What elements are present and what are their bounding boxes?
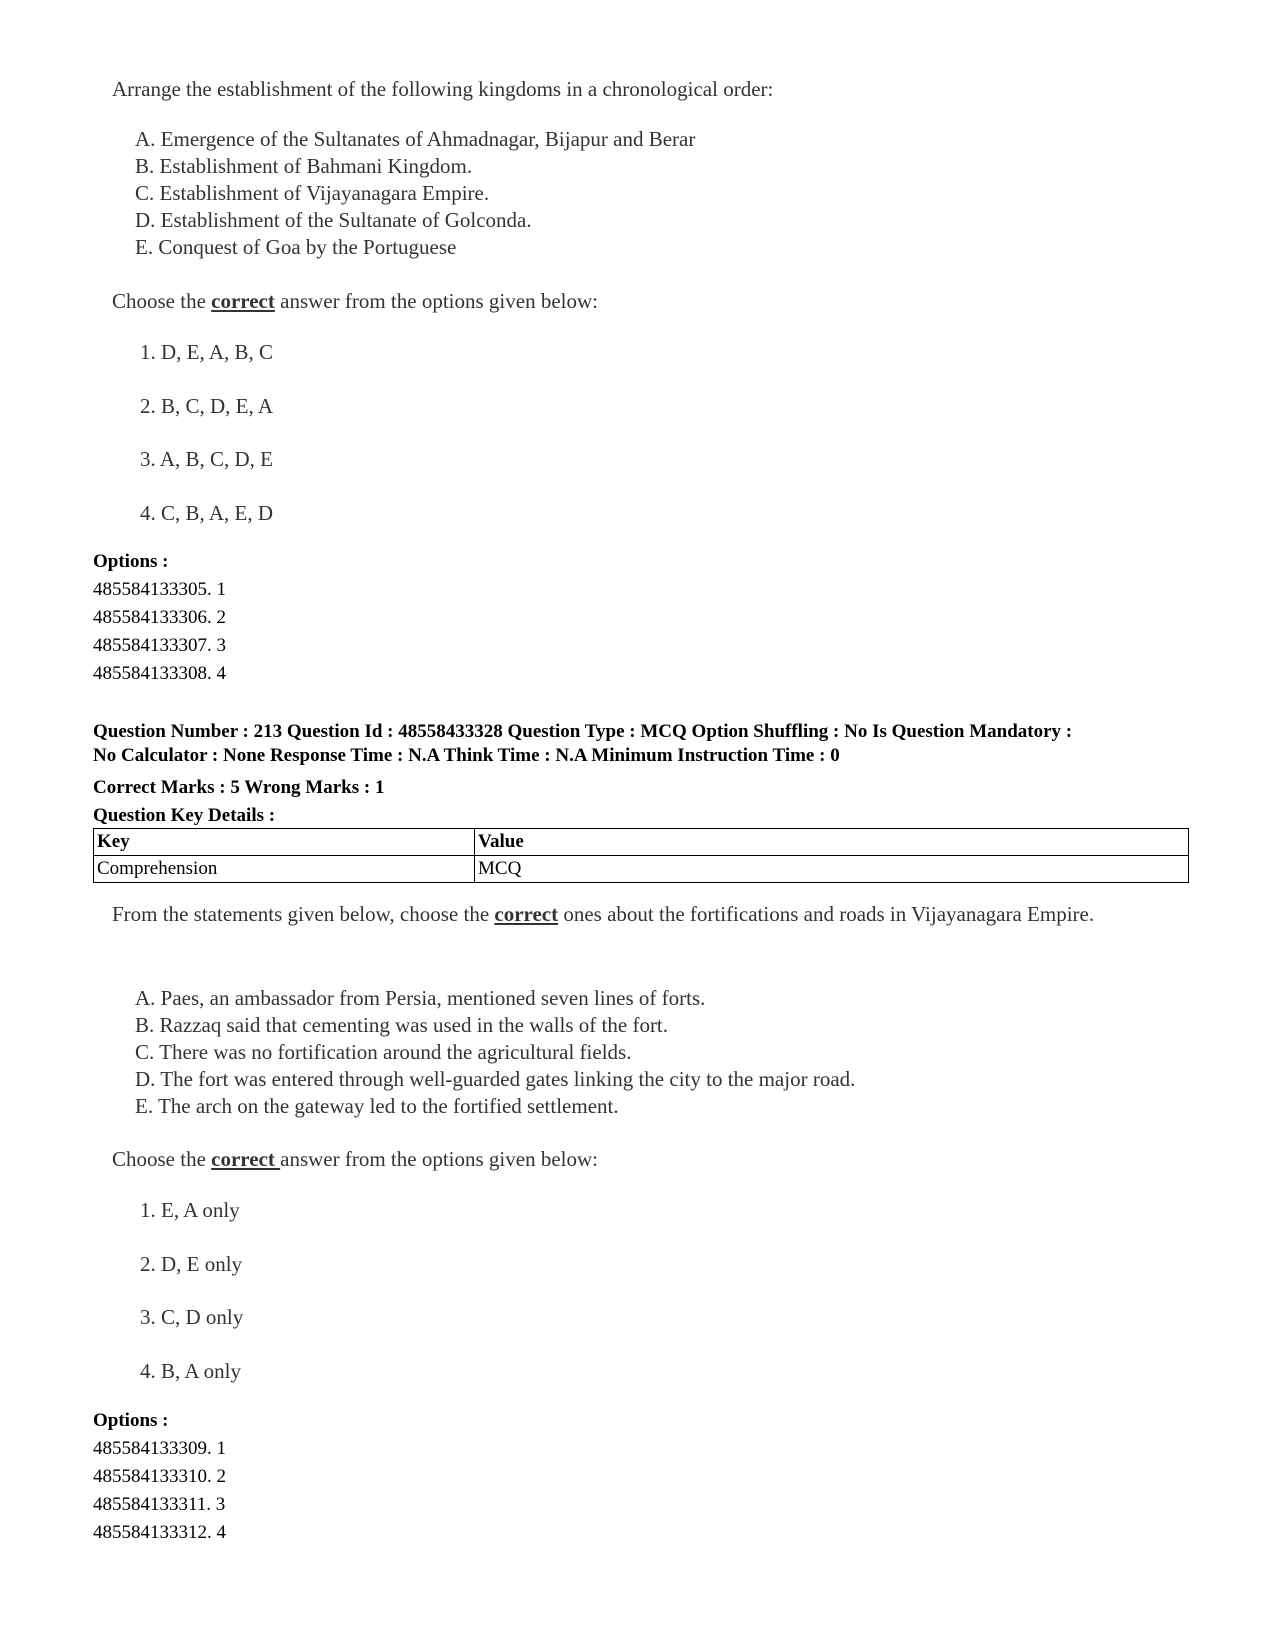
q2-option-id: 485584133310. 2 <box>93 1466 226 1487</box>
q1-option-id: 485584133308. 4 <box>93 663 226 684</box>
q2-options-label: Options : <box>93 1410 169 1431</box>
q1-choose-line: Choose the correct answer from the options given below: <box>112 289 598 313</box>
q2-item: D. The fort was entered through well-guarded gates linking the city to the major road. <box>135 1067 856 1091</box>
q2-answer: 1. E, A only <box>140 1198 240 1222</box>
q2-item: B. Razzaq said that cementing was used in the walls of the fort. <box>135 1013 669 1037</box>
q1-stem-block <box>112 76 773 103</box>
q1-item: D. Establishment of the Sultanate of Golconda. <box>135 208 532 232</box>
q2-stem: From the statements given below, choose the correct ones about the fortifications and roads in Vijayanagara Empire. <box>112 902 1095 926</box>
q1-item: B. Establishment of Bahmani Kingdom. <box>135 154 473 178</box>
q2-choose-line: Choose the correct answer from the options given below: <box>112 1147 598 1171</box>
q2-marks-block <box>93 774 384 830</box>
q1-item: C. Establishment of Vijayanagara Empire. <box>135 181 490 205</box>
q1-options <box>93 548 226 688</box>
q2-key-table <box>93 828 1189 883</box>
q2-answer-list <box>140 1197 243 1411</box>
q1-item: E. Conquest of Goa by the Portuguese <box>135 235 457 259</box>
q2-meta-header <box>93 720 1072 768</box>
q2-meta-line2: No Calculator : None Response Time : N.A Think Time : N.A Minimum Instruction Time : 0 <box>93 745 840 766</box>
q2-correct-emph: correct <box>494 902 559 926</box>
q1-answer: 4. C, B, A, E, D <box>140 500 274 525</box>
q1-item: A. Emergence of the Sultanates of Ahmadnagar, Bijapur and Berar <box>135 127 696 151</box>
q1-option-id: 485584133307. 3 <box>93 635 226 656</box>
q1-answer: 3. A, B, C, D, E <box>140 447 274 471</box>
table-header-value: Value <box>475 829 1189 856</box>
table-cell: MCQ <box>475 856 1189 883</box>
q2-correct-emph-2: correct <box>211 1147 281 1171</box>
q2-item: E. The arch on the gateway led to the fortified settlement. <box>135 1094 619 1118</box>
q1-option-id: 485584133306. 2 <box>93 607 226 628</box>
q2-answer: 3. C, D only <box>140 1305 244 1329</box>
q2-options <box>93 1407 226 1547</box>
table-header-row <box>94 829 1189 856</box>
q2-items <box>135 985 855 1120</box>
q2-option-id: 485584133312. 4 <box>93 1522 226 1543</box>
q1-items <box>135 126 695 261</box>
q1-option-id: 485584133305. 1 <box>93 579 226 600</box>
q2-answer: 4. B, A only <box>140 1358 241 1383</box>
table-row <box>94 856 1189 883</box>
q1-correct-emph: correct <box>211 289 275 313</box>
q1-answer-list <box>140 339 273 553</box>
q1-options-label: Options : <box>93 551 169 572</box>
q1-answer: 1. D, E, A, B, C <box>140 340 274 364</box>
q2-item: A. Paes, an ambassador from Persia, mentioned seven lines of forts. <box>135 986 706 1010</box>
q2-answer: 2. D, E only <box>140 1251 243 1276</box>
q1-answer: 2. B, C, D, E, A <box>140 393 274 418</box>
q2-option-id: 485584133311. 3 <box>93 1494 226 1515</box>
table-cell: Comprehension <box>94 856 475 883</box>
q2-marks: Correct Marks : 5 Wrong Marks : 1 <box>93 777 385 798</box>
q2-option-id: 485584133309. 1 <box>93 1438 226 1459</box>
table-header-key: Key <box>94 829 475 856</box>
q2-meta-line1: Question Number : 213 Question Id : 48558433328 Question Type : MCQ Option Shuffling : No Is Question Mandatory : <box>93 721 1073 742</box>
q2-item: C. There was no fortification around the agricultural fields. <box>135 1040 632 1064</box>
q2-key-details-label: Question Key Details : <box>93 805 276 826</box>
q1-stem: Arrange the establishment of the following kingdoms in a chronological order: <box>112 77 774 101</box>
